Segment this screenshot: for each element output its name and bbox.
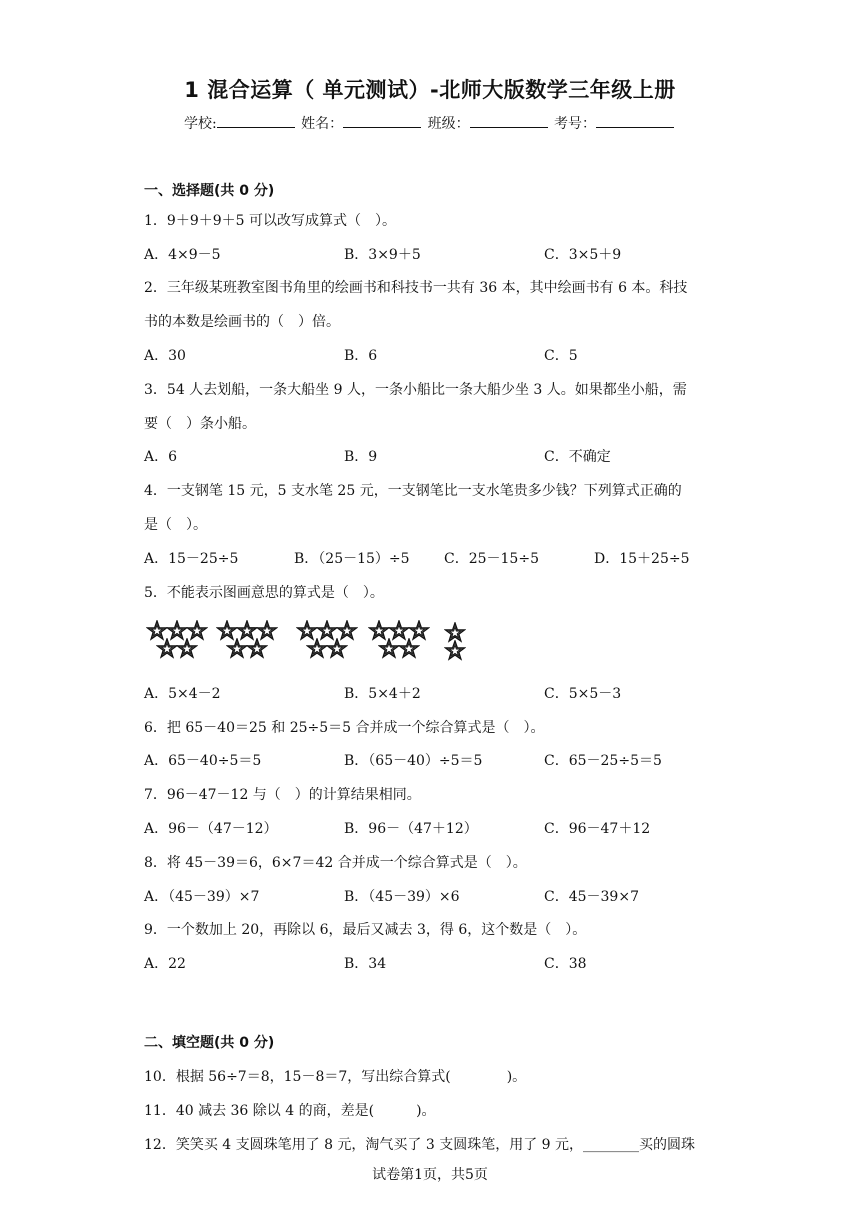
star-outline-icon	[238, 621, 257, 639]
star-outline-icon	[400, 639, 419, 657]
q7-option-b[interactable]: B．96－（47＋12）	[344, 821, 478, 837]
star-outline-icon	[390, 621, 409, 639]
q5-option-b[interactable]: B．5×4＋2	[344, 686, 421, 702]
star-outline-icon	[298, 621, 317, 639]
star-outline-icon	[370, 621, 389, 639]
q4-option-d[interactable]: D．15＋25÷5	[594, 551, 690, 567]
question-12: 12．笑笑买 4 支圆珠笔用了 8 元，淘气买了 3 支圆珠笔，用了 9 元，________买的圆珠	[144, 1137, 696, 1153]
q2-option-a[interactable]: A．30	[144, 348, 186, 364]
star-group-5	[446, 623, 465, 659]
star-outline-icon	[258, 621, 277, 639]
star-outline-icon	[318, 621, 337, 639]
q9-option-b[interactable]: B．34	[344, 956, 387, 972]
star-outline-icon	[148, 621, 167, 639]
question-2-line-1: 2．三年级某班教室图书角里的绘画书和科技书一共有 36 本，其中绘画书有 6 本。科技	[144, 280, 688, 296]
star-outline-icon	[168, 621, 187, 639]
q4-option-c[interactable]: C．25－15÷5	[444, 551, 539, 567]
question-2-line-2: 书的本数是绘画书的（ ）倍。	[144, 314, 340, 330]
exam-number-label: 考号：	[554, 116, 597, 132]
star-group-3	[298, 621, 357, 657]
page-title: 1 混合运算（ 单元测试）-北师大版数学三年级上册	[184, 78, 676, 102]
q5-option-c[interactable]: C．5×5－3	[544, 686, 622, 702]
star-outline-icon	[158, 639, 177, 657]
class-label: 班级：	[427, 116, 470, 132]
question-9: 9．一个数加上 20，再除以 6，最后又减去 3，得 6，这个数是（ ）。	[144, 922, 587, 938]
star-group-4	[370, 621, 429, 657]
star-outline-icon	[248, 639, 267, 657]
question-4-line-1: 4．一支钢笔 15 元，5 支水笔 25 元，一支钢笔比一支水笔贵多少钱？下列算式正确的	[144, 483, 682, 499]
star-outline-icon	[308, 639, 327, 657]
section-title-fill: 二、填空题(共 0 分)	[144, 1035, 275, 1051]
star-outline-icon	[338, 621, 357, 639]
q2-option-b[interactable]: B．6	[344, 348, 378, 364]
q4-option-b[interactable]: B．（25－15）÷5	[294, 551, 410, 567]
q1-option-a[interactable]: A．4×9－5	[144, 247, 221, 263]
star-outline-icon	[380, 639, 399, 657]
school-label: 学校:	[183, 116, 217, 132]
question-1: 1．9＋9＋9＋5 可以改写成算式（ ）。	[144, 213, 396, 229]
q2-option-c[interactable]: C．5	[544, 348, 578, 364]
star-outline-icon	[446, 623, 465, 641]
question-3-line-2: 要（ ）条小船。	[144, 416, 256, 432]
q6-option-b[interactable]: B．（65－40）÷5＝5	[344, 753, 483, 769]
star-group-2	[218, 621, 277, 657]
question-11: 11．40 减去 36 除以 4 的商，差是( )。	[144, 1103, 436, 1119]
question-7: 7．96－47－12 与（ ）的计算结果相同。	[144, 787, 421, 803]
question-4-line-2: 是（ ）。	[144, 517, 207, 533]
q9-option-c[interactable]: C．38	[544, 956, 587, 972]
star-group-1	[148, 621, 207, 657]
name-blank[interactable]	[343, 114, 421, 128]
star-outline-icon	[410, 621, 429, 639]
star-outline-icon	[188, 621, 207, 639]
q5-option-a[interactable]: A．5×4－2	[144, 686, 221, 702]
q3-option-a[interactable]: A．6	[144, 449, 178, 465]
q8-option-a[interactable]: A．（45－39）×7	[144, 889, 260, 905]
star-picture	[146, 620, 476, 664]
q1-option-c[interactable]: C．3×5＋9	[544, 247, 622, 263]
q6-option-c[interactable]: C．65－25÷5＝5	[544, 753, 662, 769]
page-footer: 试卷第1页，共5页	[372, 1167, 488, 1183]
star-outline-icon	[228, 639, 247, 657]
q9-option-a[interactable]: A．22	[144, 956, 186, 972]
class-blank[interactable]	[470, 114, 548, 128]
question-5: 5．不能表示图画意思的算式是（ ）。	[144, 585, 384, 601]
q8-option-b[interactable]: B．（45－39）×6	[344, 889, 460, 905]
q7-option-c[interactable]: C．96－47＋12	[544, 821, 651, 837]
q1-option-b[interactable]: B．3×9＋5	[344, 247, 421, 263]
question-3-line-1: 3．54 人去划船，一条大船坐 9 人，一条小船比一条大船少坐 3 人。如果都坐小船，需	[144, 382, 687, 398]
student-info-row	[0, 113, 860, 133]
school-blank[interactable]	[217, 114, 295, 128]
section-title-choice: 一、选择题(共 0 分)	[144, 183, 275, 199]
name-label: 姓名：	[301, 116, 344, 132]
star-outline-icon	[218, 621, 237, 639]
star-outline-icon	[328, 639, 347, 657]
question-6: 6．把 65－40＝25 和 25÷5＝5 合并成一个综合算式是（ ）。	[144, 720, 545, 736]
q3-option-b[interactable]: B．9	[344, 449, 378, 465]
exam-number-blank[interactable]	[596, 114, 674, 128]
star-outline-icon	[178, 639, 197, 657]
q7-option-a[interactable]: A．96－（47－12）	[144, 821, 278, 837]
question-8: 8．将 45－39＝6，6×7＝42 合并成一个综合算式是（ ）。	[144, 855, 527, 871]
question-10: 10．根据 56÷7＝8，15－8＝7，写出综合算式( )。	[144, 1069, 527, 1085]
q4-option-a[interactable]: A．15－25÷5	[144, 551, 239, 567]
q3-option-c[interactable]: C．不确定	[544, 449, 611, 465]
q8-option-c[interactable]: C．45－39×7	[544, 889, 639, 905]
q6-option-a[interactable]: A．65－40÷5＝5	[144, 753, 262, 769]
star-outline-icon	[446, 641, 465, 659]
